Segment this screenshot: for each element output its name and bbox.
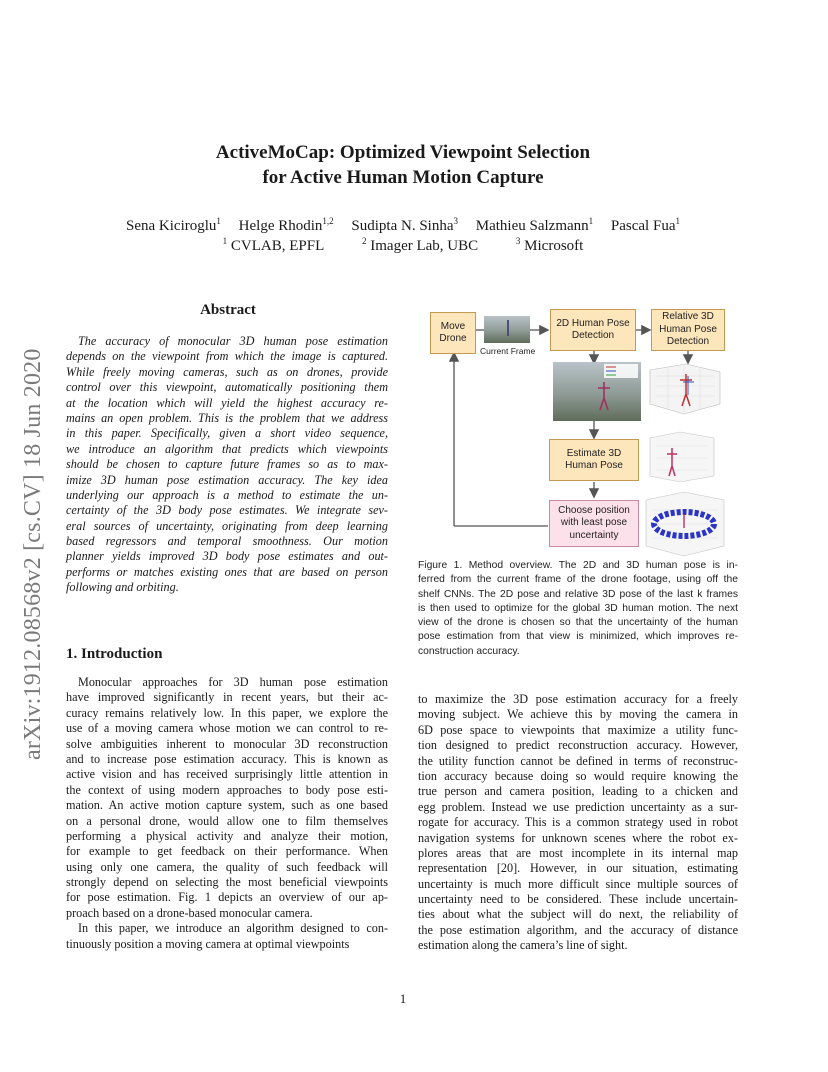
abstract-line: mains an open problem. This is the problem that we address (66, 410, 388, 425)
author-name: Sudipta N. Sinha (351, 218, 454, 234)
right-column-line: tion accuracy because doing so would require knowing the (418, 768, 738, 783)
right-column-line: representation [20]. However, in our situation, estimating (418, 861, 738, 876)
right-column-line: the pose estimation algorithm, and the accuracy of distance (418, 922, 738, 937)
caption-line: construction accuracy. (418, 645, 520, 657)
abstract-line: in this paper. Specifically, given a short video sequence, (66, 426, 388, 441)
abstract-line: based regressors and temporal smoothness. Our motion (66, 534, 388, 549)
author-sup: 1 (675, 216, 680, 226)
right-column-line: tion designed to predict reconstruction accuracy. However, (418, 738, 738, 753)
abstract-line: underlying our approach is a method to estimate the un- (66, 487, 388, 502)
caption-line: view of the drone is chosen so that the uncertainty of the human (418, 617, 738, 629)
introduction-line: have improved significantly in recent years, but their ac- (66, 690, 388, 705)
introduction-line: solve ambiguities inherent to monocular 3D reconstruction (66, 736, 388, 751)
relative-3d-box: Relative 3D Human Pose Detection (651, 309, 725, 351)
introduction-line: In this paper, we introduce an algorithm designed to con- (78, 921, 388, 936)
right-column-line: 6D pose space to viewpoints that maximize a utility func- (418, 722, 738, 737)
introduction-line: curacy remains relatively low. In this paper, we explore the (66, 705, 388, 720)
abstract-line: should be chosen to capture future frames so as to max- (66, 457, 388, 472)
introduction-line: the context of using modern approaches to body pose esti- (66, 782, 388, 797)
affiliation-name: Microsoft (524, 238, 584, 254)
uncertainty-ring-plot (646, 492, 724, 556)
right-column-line: uncertainty is much more difficult since multiple sources of (418, 876, 738, 891)
introduction-line: active vision and has received surprisingly little attention in (66, 767, 388, 782)
caption-line: ferred from the current frame of the drone footage, using off the (418, 574, 738, 586)
right-column-line: to maximize the 3D pose estimation accuracy for a freely (418, 692, 738, 706)
introduction-line: proach based on a drone-based monocular camera. (66, 905, 313, 920)
paper-title-line1: ActiveMoCap: Optimized Viewpoint Selection (215, 142, 591, 163)
paper-title-line2: for Active Human Motion Capture (262, 167, 544, 188)
arxiv-identifier: arXiv:1912.08568v2 [cs.CV] 18 Jun 2020 (20, 348, 46, 760)
right-column-line: plores areas that are most incomplete in its internal map (418, 845, 738, 860)
right-column-line: estimation along the camera’s line of sight. (418, 938, 628, 953)
caption-line: is then used to optimize for the global 3D human motion. The next (418, 602, 738, 614)
affiliation-sup: 1 (222, 236, 228, 246)
page-number: 1 (399, 991, 407, 1006)
author-name: Sena Kiciroglu (126, 218, 217, 234)
author-sup: 3 (453, 216, 459, 226)
right-column-line: true person and camera position, leading to a chicken and (418, 784, 738, 799)
right-column-line: egg problem. Instead we use prediction uncertainty as a sur- (418, 799, 738, 814)
introduction-line: tinuously position a moving camera at optimal viewpoints (66, 936, 350, 951)
estimated-pose-plot (650, 432, 714, 482)
abstract-line: planner yields improved 3D body pose estimates and out- (66, 549, 388, 564)
introduction-line: strongly depend on selecting the most beneficial viewpoints (66, 875, 388, 890)
abstract-line: we introduce an algorithm that predicts which viewpoints (66, 441, 388, 456)
introduction-line: using only one camera, the quality of such feedback will (66, 859, 388, 874)
abstract-line: control over this viewpoint, automatically positioning them (66, 380, 388, 395)
figure-caption (418, 559, 738, 659)
right-column-line: moving subject. We achieve this by moving the camera in (418, 707, 738, 722)
introduction-line: for pose estimation. Fig. 1 depicts an overview of our ap- (66, 890, 388, 905)
abstract-line: performs or matches existing ones that are based on person (66, 564, 388, 579)
right-column-line: navigation systems for unknown scenes where the robot ex- (418, 830, 738, 845)
introduction-line: performing a physical activity and analyze their motion, (66, 828, 388, 843)
author-name: Mathieu Salzmann (475, 218, 589, 234)
author-name: Pascal Fua (610, 218, 676, 234)
relative-3d-plot (650, 364, 720, 414)
right-column-line: the utility function cannot be defined in terms of reconstruc- (418, 753, 738, 768)
introduction-line: use of a moving camera whose motion we can control to re- (66, 721, 388, 736)
estimate-pose-box: Estimate 3D Human Pose (549, 439, 639, 481)
abstract-line: eral sources of uncertainty, originating from deep learning (66, 518, 388, 533)
abstract-line: While freely moving cameras, such as on drones, provide (66, 364, 388, 379)
introduction-line: for example to get feedback on their performance. When (66, 844, 388, 859)
right-column-line: ties about what the subject will do next, the reliability of (418, 907, 738, 922)
introduction-line: and to increase pose estimation accuracy. This is known as (66, 751, 388, 766)
choose-position-box: Choose position with least pose uncertainty (549, 500, 639, 547)
caption-line: Figure 1. Method overview. The 2D and 3D human pose is in- (418, 560, 738, 571)
affiliation-name: Imager Lab, UBC (370, 238, 479, 254)
right-column-line: rogate for accuracy. This is a common strategy used in robot (418, 815, 738, 830)
introduction-line: on a personal drone, would allow one to film themselves (66, 813, 388, 828)
abstract-heading: Abstract (200, 302, 256, 318)
author-name: Helge Rhodin (238, 218, 323, 234)
affiliation-sup: 3 (515, 236, 521, 246)
affiliation-name: CVLAB, EPFL (230, 238, 325, 254)
caption-line: shelf CNNs. The 2D pose and relative 3D pose of the last k frames (418, 588, 738, 600)
abstract-line: at the location which will yield the highest accuracy re- (66, 395, 388, 410)
right-column-body (418, 692, 738, 954)
abstract-body (66, 334, 388, 596)
abstract-line: certainty of the 3D body pose estimates. We integrate sev- (66, 503, 388, 518)
author-list (0, 218, 806, 235)
introduction-heading: 1. Introduction (66, 646, 163, 662)
pose-2d-box: 2D Human Pose Detection (550, 309, 636, 351)
author-sup: 1 (216, 216, 221, 226)
abstract-line: following and orbiting. (66, 580, 179, 595)
author-sup: 1 (588, 216, 594, 226)
author-sup: 1,2 (322, 216, 334, 226)
move-drone-box: Move Drone (430, 312, 476, 354)
right-column-line: uncertainty need to be considered. These include uncertain- (418, 892, 738, 907)
introduction-line: mation. An active motion capture system, such as one based (66, 798, 388, 813)
introduction-line: Monocular approaches for 3D human pose estimation (78, 675, 388, 689)
figure-method-overview (418, 300, 740, 560)
current-frame-label: Current Frame (480, 346, 536, 356)
caption-line: pose estimation from that view is minimized, which improves re- (418, 631, 738, 643)
affiliation-sup: 2 (362, 236, 367, 246)
introduction-body (66, 675, 388, 952)
affiliation-list (0, 238, 806, 255)
abstract-line: depends on the viewpoint from which the image is captured. (66, 349, 388, 364)
abstract-line: imize 3D human pose estimation accuracy. The key idea (66, 472, 388, 487)
abstract-line: The accuracy of monocular 3D human pose estimation (78, 334, 388, 348)
